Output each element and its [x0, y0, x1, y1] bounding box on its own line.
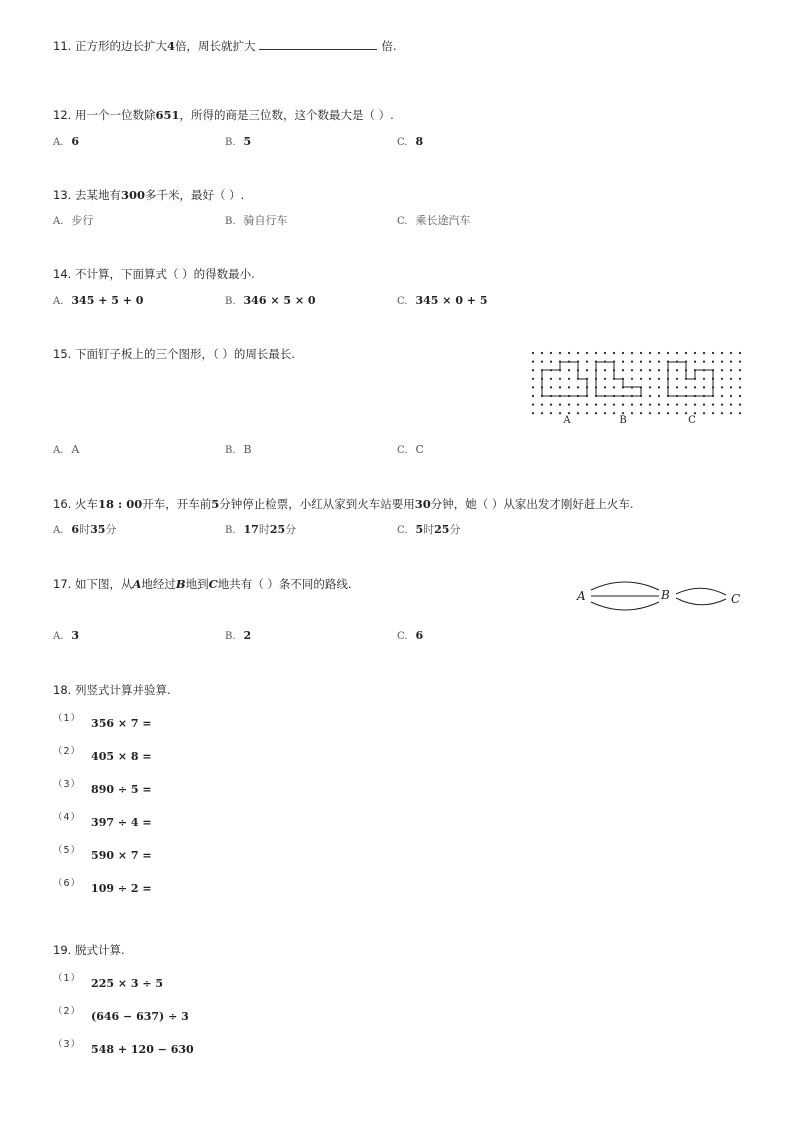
- question-18: [53, 682, 171, 698]
- peg-dot: [730, 404, 732, 406]
- question-17: 17. 如下图，从A地经过B地到C地共有（ ）条不同的路线.: [53, 577, 352, 591]
- peg-dot: [595, 404, 597, 406]
- peg-dot: [568, 369, 570, 371]
- question-12: [53, 107, 394, 123]
- peg-dot: [703, 352, 705, 354]
- q12-option-a[interactable]: A. 6: [53, 135, 80, 148]
- peg-dot: [721, 369, 723, 371]
- q17-option-a[interactable]: A. 3: [53, 629, 80, 642]
- peg-dot: [685, 404, 687, 406]
- peg-dot: [721, 404, 723, 406]
- peg-dot: [577, 404, 579, 406]
- peg-dot: [676, 412, 678, 414]
- peg-dot: [685, 386, 687, 388]
- peg-dot: [649, 369, 651, 371]
- peg-dot: [613, 412, 615, 414]
- q12-option-c[interactable]: C. 8: [397, 135, 424, 148]
- peg-dot: [739, 369, 741, 371]
- peg-dot: [694, 361, 696, 363]
- peg-dot: [685, 352, 687, 354]
- peg-dot: [559, 404, 561, 406]
- peg-dot: [739, 395, 741, 397]
- peg-dot: [721, 361, 723, 363]
- peg-dot: [658, 369, 660, 371]
- peg-dot: [640, 404, 642, 406]
- peg-dot: [613, 404, 615, 406]
- peg-dot: [559, 378, 561, 380]
- peg-dot: [631, 352, 633, 354]
- q17-option-c[interactable]: C. 6: [397, 629, 424, 642]
- q13-text: 13. 去某地有: [53, 188, 121, 202]
- route-a-b-lower: [591, 602, 659, 610]
- peg-dot: [622, 352, 624, 354]
- peg-dot: [631, 369, 633, 371]
- peg-dot: [550, 352, 552, 354]
- route-diagram: [570, 574, 745, 616]
- q14-option-b[interactable]: B. 346 × 5 × 0: [225, 294, 316, 307]
- figure-label-a: A: [563, 415, 571, 426]
- peg-dot: [604, 378, 606, 380]
- peg-dot: [712, 352, 714, 354]
- route-b-c-upper: [676, 588, 726, 595]
- peg-dot: [559, 352, 561, 354]
- q16-option-b[interactable]: B. 17时25分: [225, 523, 297, 536]
- peg-dot: [739, 404, 741, 406]
- q12-option-b[interactable]: B. 5: [225, 135, 252, 148]
- peg-dot: [658, 378, 660, 380]
- peg-dot: [658, 352, 660, 354]
- peg-dot: [622, 369, 624, 371]
- peg-dot: [640, 352, 642, 354]
- q15-option-c[interactable]: C. C: [397, 443, 424, 456]
- peg-dot: [730, 412, 732, 414]
- peg-dot: [577, 412, 579, 414]
- peg-dot: [721, 378, 723, 380]
- peg-dot: [658, 404, 660, 406]
- peg-dot: [712, 412, 714, 414]
- peg-dot: [568, 412, 570, 414]
- q11-text: 11. 正方形的边长扩大: [53, 39, 167, 53]
- peg-dot: [694, 412, 696, 414]
- peg-dot: [541, 352, 543, 354]
- peg-dot: [739, 386, 741, 388]
- peg-dot: [586, 404, 588, 406]
- peg-dot: [604, 369, 606, 371]
- peg-dot: [730, 352, 732, 354]
- peg-dot: [532, 352, 534, 354]
- q19-item-3: （3） 548 + 120 − 630: [53, 1039, 194, 1056]
- peg-dot: [532, 369, 534, 371]
- q19-text: 19. 脱式计算.: [53, 943, 125, 957]
- peg-dot: [658, 386, 660, 388]
- peg-dot: [667, 404, 669, 406]
- peg-dot: [649, 404, 651, 406]
- peg-dot: [640, 378, 642, 380]
- question-15: [53, 346, 295, 362]
- route-b-c-lower: [676, 598, 726, 605]
- peg-dot: [568, 378, 570, 380]
- figure-label-c: C: [688, 415, 696, 426]
- peg-dot: [541, 404, 543, 406]
- question-19: [53, 942, 125, 958]
- peg-dot: [649, 361, 651, 363]
- peg-dot: [568, 352, 570, 354]
- q13-option-a[interactable]: A. 步行: [53, 214, 94, 227]
- q18-item-6: （6） 109 ÷ 2 =: [53, 878, 152, 895]
- q12-number: 651: [155, 108, 180, 122]
- peg-dot: [649, 412, 651, 414]
- peg-dot: [694, 386, 696, 388]
- peg-dot: [550, 412, 552, 414]
- peg-dot: [712, 404, 714, 406]
- peg-dot: [721, 412, 723, 414]
- figure-c-outline: [668, 362, 713, 396]
- peg-dot: [568, 404, 570, 406]
- peg-dot: [676, 386, 678, 388]
- peg-dot: [541, 412, 543, 414]
- peg-dot: [730, 361, 732, 363]
- peg-dot: [739, 412, 741, 414]
- peg-dot: [532, 395, 534, 397]
- peg-dot: [586, 412, 588, 414]
- peg-dot: [676, 404, 678, 406]
- peg-dot: [730, 386, 732, 388]
- peg-dot: [658, 395, 660, 397]
- peg-dot: [703, 404, 705, 406]
- q15-text: 15. 下面钉子板上的三个图形，（ ）的周长最长.: [53, 347, 296, 361]
- peg-dot: [649, 352, 651, 354]
- q15-option-a[interactable]: A. A: [53, 443, 80, 456]
- q14-option-c[interactable]: C. 345 × 0 + 5: [397, 294, 488, 307]
- peg-dot: [622, 412, 624, 414]
- peg-dot: [604, 386, 606, 388]
- q18-item-2: （2） 405 × 8 =: [53, 746, 152, 763]
- peg-dot: [532, 361, 534, 363]
- peg-dot: [685, 412, 687, 414]
- peg-dot: [631, 361, 633, 363]
- q15-option-b[interactable]: B. B: [225, 443, 252, 456]
- pegboard-figure: [526, 344, 741, 430]
- q13-number: 300: [120, 188, 145, 202]
- answer-blank[interactable]: [259, 38, 377, 50]
- peg-dot: [532, 386, 534, 388]
- q13-text: 多千米，最好（ ）.: [144, 188, 245, 202]
- peg-dot: [550, 386, 552, 388]
- peg-dot: [676, 369, 678, 371]
- peg-dot: [532, 412, 534, 414]
- peg-dot: [559, 412, 561, 414]
- point-a-label: A: [577, 589, 586, 603]
- peg-dot: [586, 361, 588, 363]
- q17-option-b[interactable]: B. 2: [225, 629, 252, 642]
- peg-dot: [640, 412, 642, 414]
- peg-dot: [676, 352, 678, 354]
- peg-dot: [613, 386, 615, 388]
- peg-dot: [703, 412, 705, 414]
- route-a-b-upper: [591, 582, 659, 590]
- peg-dot: [613, 352, 615, 354]
- peg-dot: [604, 352, 606, 354]
- question-14: [53, 266, 255, 282]
- peg-dot: [703, 378, 705, 380]
- peg-dot: [640, 369, 642, 371]
- peg-dot: [658, 412, 660, 414]
- q18-item-1: （1） 356 × 7 =: [53, 713, 152, 730]
- peg-dot: [739, 378, 741, 380]
- q11-number: 4: [166, 39, 175, 53]
- peg-dot: [739, 361, 741, 363]
- peg-dot: [631, 378, 633, 380]
- peg-dots: [532, 352, 741, 414]
- peg-dot: [550, 378, 552, 380]
- q11-text: 倍，周长就扩大: [174, 39, 256, 53]
- q14-text: 14. 不计算，下面算式（ ）的得数最小.: [53, 267, 255, 281]
- peg-dot: [703, 386, 705, 388]
- figure-a-outline: [542, 362, 587, 396]
- point-b-label: B: [661, 588, 670, 602]
- peg-dot: [739, 352, 741, 354]
- peg-dot: [550, 361, 552, 363]
- q16-option-a[interactable]: A. 6时35分: [53, 523, 117, 536]
- peg-dot: [730, 369, 732, 371]
- peg-dot: [532, 404, 534, 406]
- figure-label-b: B: [619, 415, 627, 426]
- question-16: 16. 火车18 : 00开车，开车前5分钟停止检票，小红从家到火车站要用30分钟，她（ ）从家出发才刚好赶上火车.: [53, 497, 634, 511]
- question-13: [53, 187, 244, 203]
- peg-dot: [622, 404, 624, 406]
- peg-dot: [667, 352, 669, 354]
- q12-text: ，所得的商是三位数，这个数最大是（ ）.: [179, 108, 394, 122]
- peg-dot: [640, 361, 642, 363]
- peg-dot: [667, 412, 669, 414]
- peg-dot: [676, 378, 678, 380]
- q14-option-a[interactable]: A. 345 + 5 + 0: [53, 294, 144, 307]
- peg-dot: [604, 404, 606, 406]
- peg-dot: [649, 386, 651, 388]
- peg-dot: [577, 386, 579, 388]
- peg-dot: [631, 412, 633, 414]
- peg-dot: [604, 412, 606, 414]
- q18-item-4: （4） 397 ÷ 4 =: [53, 812, 152, 829]
- peg-dot: [586, 352, 588, 354]
- peg-dot: [595, 352, 597, 354]
- peg-dot: [586, 369, 588, 371]
- q12-text: 12. 用一个一位数除: [53, 108, 156, 122]
- peg-dot: [721, 386, 723, 388]
- peg-dot: [631, 404, 633, 406]
- q13-option-c[interactable]: C. 乘长途汽车: [397, 214, 471, 227]
- peg-dot: [694, 352, 696, 354]
- peg-dot: [703, 361, 705, 363]
- q11-text: 倍.: [381, 39, 397, 53]
- peg-dot: [730, 395, 732, 397]
- peg-dot: [712, 361, 714, 363]
- q18-text: 18. 列竖式计算并验算.: [53, 683, 171, 697]
- peg-dot: [649, 378, 651, 380]
- peg-dot: [721, 395, 723, 397]
- q18-item-5: （5） 590 × 7 =: [53, 845, 152, 862]
- peg-dot: [721, 352, 723, 354]
- q13-option-b[interactable]: B. 骑自行车: [225, 214, 288, 227]
- q19-item-2: （2） (646 − 637) ÷ 3: [53, 1006, 189, 1023]
- q16-option-c[interactable]: C. 5时25分: [397, 523, 461, 536]
- q19-item-1: （1） 225 × 3 ÷ 5: [53, 973, 164, 990]
- point-c-label: C: [731, 592, 741, 606]
- peg-dot: [595, 412, 597, 414]
- peg-dot: [730, 378, 732, 380]
- peg-dot: [622, 361, 624, 363]
- peg-dot: [532, 378, 534, 380]
- peg-dot: [568, 386, 570, 388]
- peg-dot: [541, 361, 543, 363]
- peg-dot: [559, 386, 561, 388]
- question-11: [53, 38, 397, 54]
- figure-b-outline: [596, 362, 641, 396]
- peg-dot: [649, 395, 651, 397]
- peg-dot: [577, 352, 579, 354]
- peg-dot: [694, 404, 696, 406]
- peg-dot: [658, 361, 660, 363]
- q18-item-3: （3） 890 ÷ 5 =: [53, 779, 152, 796]
- peg-dot: [550, 404, 552, 406]
